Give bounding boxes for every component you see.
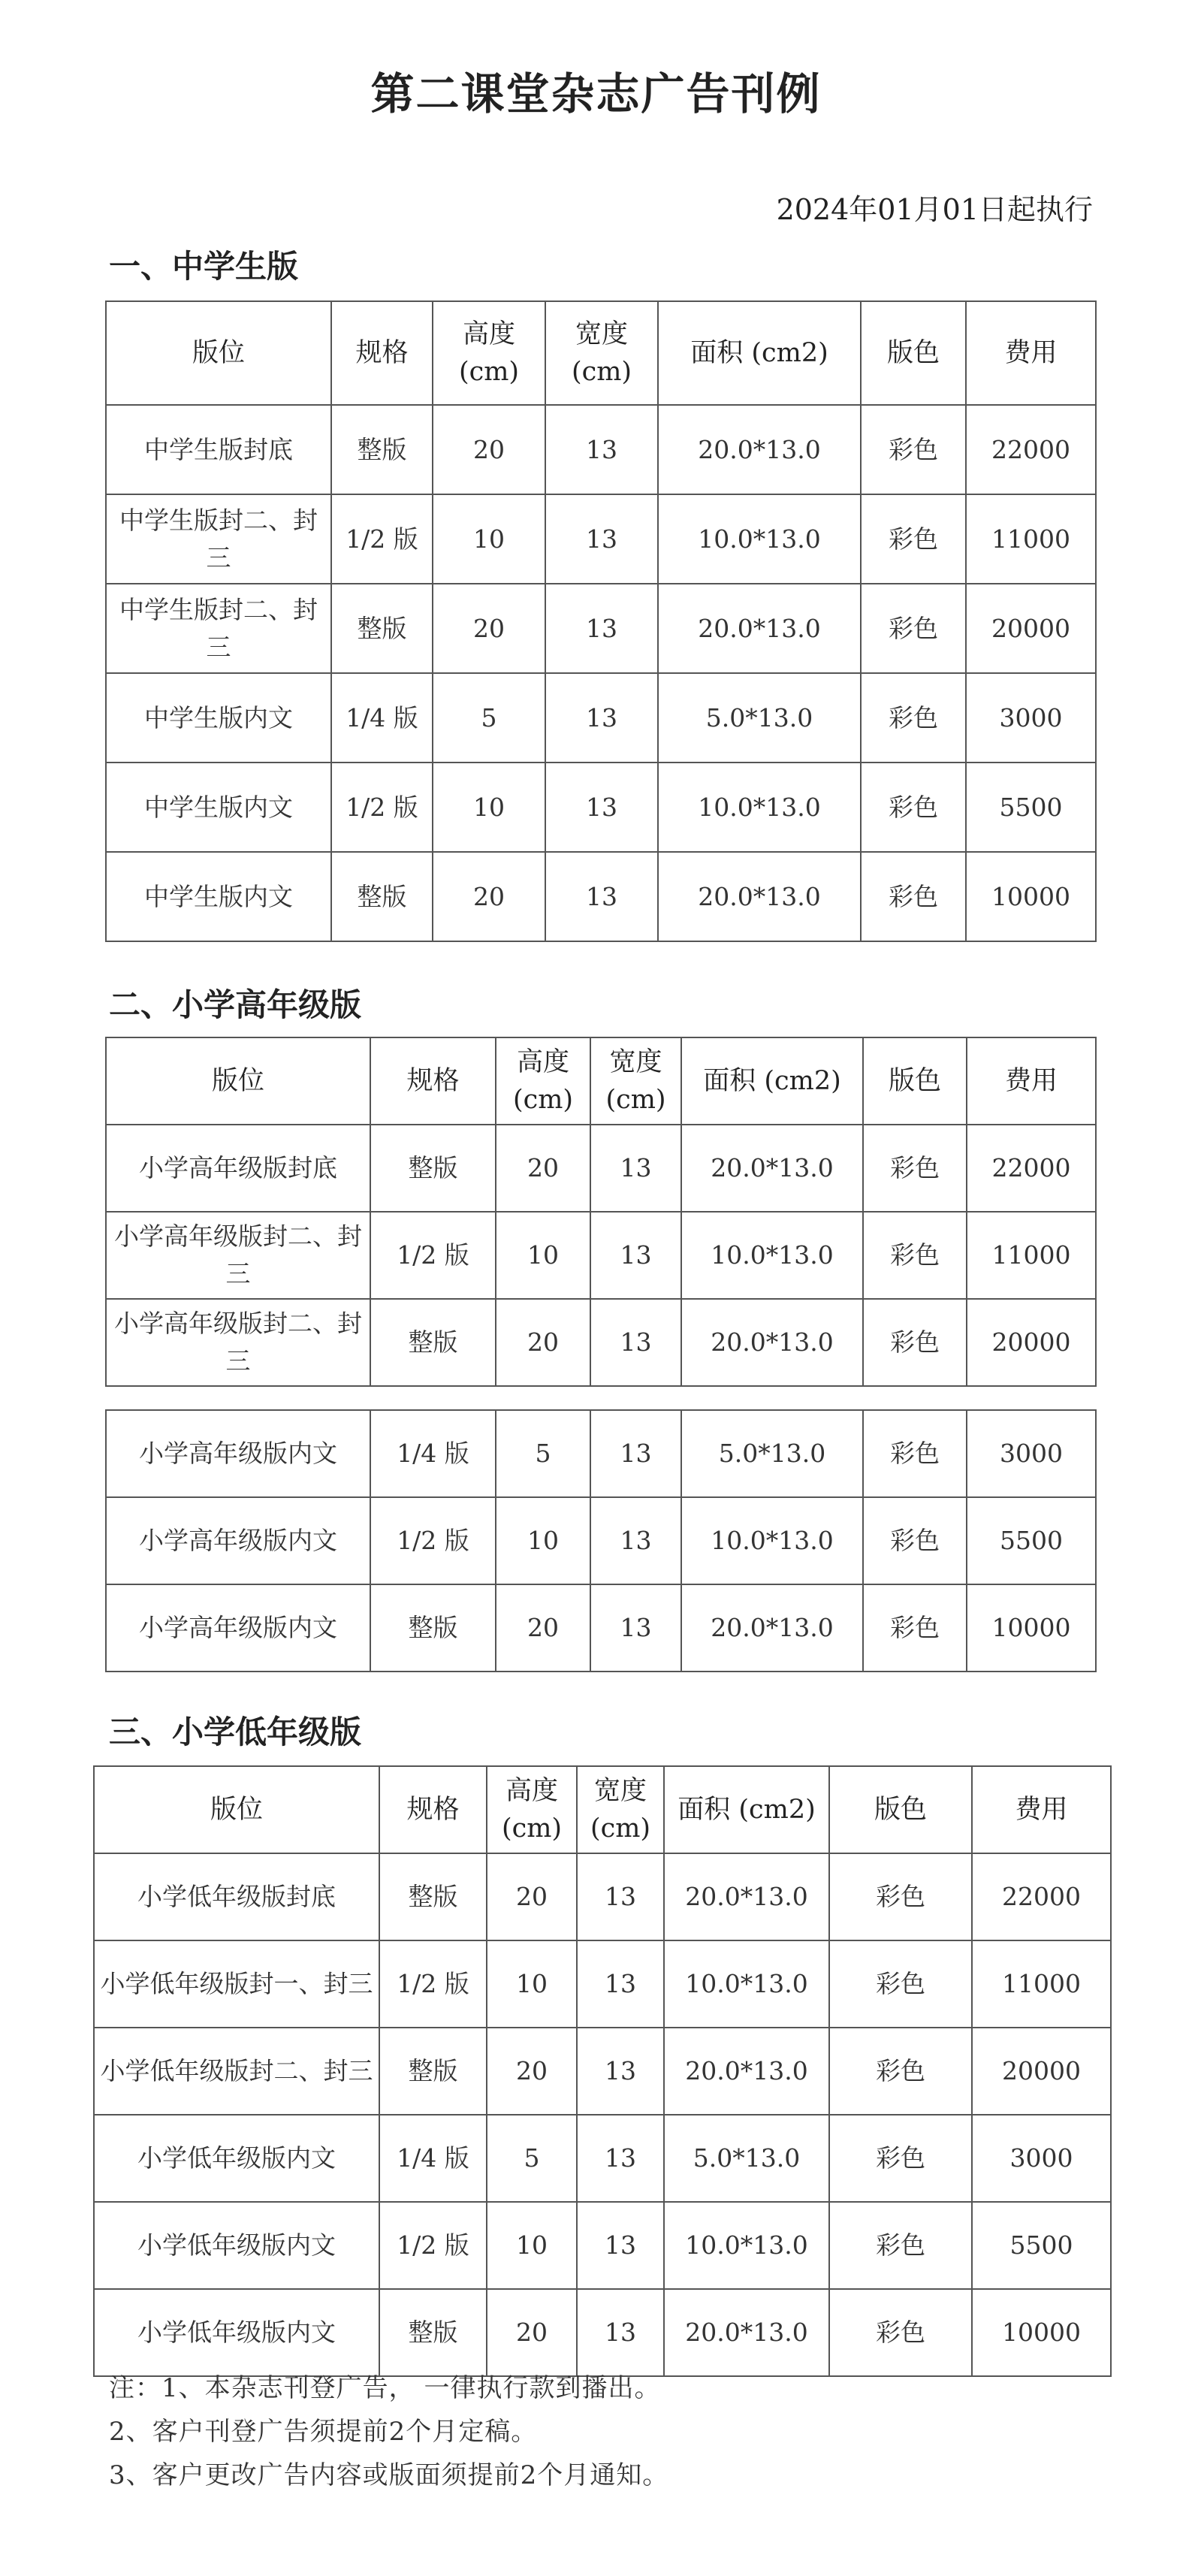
header-fee	[966, 301, 1096, 405]
cell-spec: 整版	[331, 405, 433, 494]
cell-fee: 22000	[966, 405, 1096, 494]
cell-width: 13	[577, 1940, 664, 2028]
header-position	[94, 1766, 379, 1853]
cell-spec: 1/2 版	[370, 1497, 496, 1584]
cell-area: 20.0*13.0	[658, 584, 861, 673]
header-width-text: 宽度	[575, 319, 628, 349]
table-row	[94, 2202, 1111, 2289]
cell-color: 彩色	[863, 1299, 967, 1386]
cell-width: 13	[545, 494, 658, 584]
cell-color: 彩色	[829, 2028, 972, 2115]
header-position	[106, 301, 331, 405]
cell-fee: 20000	[966, 584, 1096, 673]
table-row	[106, 1497, 1096, 1584]
cell-area: 10.0*13.0	[664, 2202, 829, 2289]
rate-table-middle-school	[105, 300, 1097, 942]
cell-position: 小学低年级版内文	[94, 2289, 379, 2376]
cell-height: 20	[433, 405, 545, 494]
header-width-text: (cm)	[605, 1085, 666, 1115]
table-row	[94, 1940, 1111, 2028]
cell-position: 小学高年级版内文	[106, 1497, 370, 1584]
cell-width: 13	[577, 2115, 664, 2202]
cell-color: 彩色	[863, 1410, 967, 1497]
cell-area: 10.0*13.0	[664, 1940, 829, 2028]
table-row	[106, 1410, 1096, 1497]
cell-width: 13	[590, 1410, 681, 1497]
header-area	[658, 301, 861, 405]
cell-height: 10	[496, 1497, 590, 1584]
cell-position: 中学生版封底	[106, 405, 331, 494]
page-title: 第二课堂杂志广告刊例	[370, 68, 822, 119]
cell-area: 20.0*13.0	[658, 405, 861, 494]
note-line: 3、客户更改广告内容或版面须提前2个月通知。	[109, 2460, 669, 2490]
header-height-text: 高度	[505, 1776, 558, 1806]
cell-height: 5	[433, 673, 545, 763]
header-height-text: (cm)	[458, 357, 520, 387]
header-color	[863, 1037, 967, 1125]
table-header-row	[106, 1037, 1096, 1125]
header-color-text: 版色	[886, 338, 940, 368]
effective-date: 2024年01月01日起执行	[776, 193, 1093, 226]
cell-width: 13	[545, 673, 658, 763]
cell-position: 小学高年级版封二、封三	[106, 1299, 370, 1386]
cell-width: 13	[577, 2289, 664, 2376]
header-fee-text: 费用	[1004, 1066, 1058, 1096]
cell-area: 20.0*13.0	[681, 1584, 863, 1672]
header-width	[545, 301, 658, 405]
cell-height: 20	[487, 2289, 577, 2376]
header-width	[577, 1766, 664, 1853]
header-height-text: (cm)	[512, 1085, 574, 1115]
cell-position: 小学低年级版封二、封三	[94, 2028, 379, 2115]
table-row	[106, 1125, 1096, 1212]
cell-position: 中学生版封二、封三	[106, 584, 331, 673]
rate-table-upper-primary	[105, 1037, 1097, 1387]
cell-spec: 整版	[370, 1584, 496, 1672]
header-width-text: (cm)	[571, 357, 632, 387]
cell-fee: 10000	[966, 852, 1096, 941]
cell-position: 小学高年级版封二、封三	[106, 1212, 370, 1299]
cell-color: 彩色	[829, 2115, 972, 2202]
header-width	[590, 1037, 681, 1125]
cell-spec: 1/4 版	[331, 673, 433, 763]
header-spec-text: 规格	[355, 338, 409, 368]
cell-area: 10.0*13.0	[681, 1497, 863, 1584]
cell-height: 20	[487, 2028, 577, 2115]
header-spec	[331, 301, 433, 405]
cell-width: 13	[545, 852, 658, 941]
cell-fee: 11000	[972, 1940, 1111, 2028]
cell-fee: 20000	[972, 2028, 1111, 2115]
cell-height: 20	[496, 1125, 590, 1212]
cell-area: 10.0*13.0	[681, 1212, 863, 1299]
cell-fee: 20000	[967, 1299, 1096, 1386]
cell-area: 20.0*13.0	[664, 2028, 829, 2115]
header-height-text: 高度	[462, 319, 515, 349]
cell-fee: 3000	[966, 673, 1096, 763]
cell-area: 10.0*13.0	[658, 763, 861, 852]
table-row	[106, 405, 1096, 494]
header-width-text: 宽度	[609, 1047, 662, 1077]
cell-color: 彩色	[863, 1497, 967, 1584]
cell-spec: 1/2 版	[331, 763, 433, 852]
cell-fee: 3000	[967, 1410, 1096, 1497]
cell-spec: 1/2 版	[379, 1940, 487, 2028]
cell-color: 彩色	[861, 673, 966, 763]
cell-spec: 整版	[379, 2028, 487, 2115]
cell-width: 13	[545, 763, 658, 852]
header-height-text: (cm)	[501, 1813, 563, 1844]
rate-table-lower-primary	[93, 1765, 1112, 2377]
cell-position: 小学低年级版内文	[94, 2115, 379, 2202]
header-fee-text: 费用	[1004, 338, 1058, 368]
cell-color: 彩色	[863, 1584, 967, 1672]
table-header-row	[106, 301, 1096, 405]
header-color	[829, 1766, 972, 1853]
cell-area: 10.0*13.0	[658, 494, 861, 584]
cell-fee: 22000	[972, 1853, 1111, 1940]
table-row	[106, 1212, 1096, 1299]
cell-position: 小学高年级版内文	[106, 1410, 370, 1497]
header-area	[664, 1766, 829, 1853]
table-header-row	[94, 1766, 1111, 1853]
table-row	[94, 2028, 1111, 2115]
cell-width: 13	[577, 2202, 664, 2289]
cell-color: 彩色	[861, 763, 966, 852]
cell-color: 彩色	[829, 2289, 972, 2376]
header-spec	[379, 1766, 487, 1853]
cell-width: 13	[590, 1497, 681, 1584]
notes	[109, 2366, 668, 2497]
cell-position: 小学高年级版内文	[106, 1584, 370, 1672]
table-row	[106, 1299, 1096, 1386]
header-color-text: 版色	[874, 1795, 927, 1825]
cell-area: 20.0*13.0	[658, 852, 861, 941]
cell-width: 13	[590, 1125, 681, 1212]
header-width-text: (cm)	[590, 1813, 651, 1844]
cell-area: 20.0*13.0	[681, 1125, 863, 1212]
cell-height: 20	[487, 1853, 577, 1940]
cell-spec: 整版	[331, 852, 433, 941]
header-width-text: 宽度	[593, 1776, 647, 1806]
rate-table-upper-primary-continued	[105, 1409, 1097, 1672]
table-row	[106, 852, 1096, 941]
cell-spec: 1/4 版	[370, 1410, 496, 1497]
cell-position: 中学生版内文	[106, 852, 331, 941]
cell-width: 13	[590, 1212, 681, 1299]
cell-width: 13	[590, 1584, 681, 1672]
cell-area: 5.0*13.0	[664, 2115, 829, 2202]
cell-width: 13	[577, 1853, 664, 1940]
cell-fee: 22000	[967, 1125, 1096, 1212]
section-title-middle-school: 一、中学生版	[109, 248, 299, 285]
table-row	[106, 763, 1096, 852]
cell-height: 10	[487, 2202, 577, 2289]
cell-height: 10	[433, 494, 545, 584]
cell-fee: 3000	[972, 2115, 1111, 2202]
cell-area: 5.0*13.0	[681, 1410, 863, 1497]
table-row	[94, 2289, 1111, 2376]
cell-height: 10	[433, 763, 545, 852]
header-spec-text: 规格	[406, 1795, 460, 1825]
header-height-text: 高度	[516, 1047, 569, 1077]
header-area	[681, 1037, 863, 1125]
cell-fee: 11000	[966, 494, 1096, 584]
cell-position: 小学低年级版内文	[94, 2202, 379, 2289]
table-row	[94, 2115, 1111, 2202]
cell-spec: 1/2 版	[379, 2202, 487, 2289]
cell-width: 13	[545, 584, 658, 673]
cell-height: 10	[496, 1212, 590, 1299]
header-area-text: 面积 (cm2)	[690, 338, 828, 368]
header-color-text: 版色	[888, 1066, 941, 1096]
header-area-text: 面积 (cm2)	[677, 1795, 816, 1825]
header-height	[487, 1766, 577, 1853]
cell-fee: 5500	[966, 763, 1096, 852]
header-fee-text: 费用	[1015, 1795, 1068, 1825]
header-fee	[972, 1766, 1111, 1853]
cell-color: 彩色	[863, 1125, 967, 1212]
cell-color: 彩色	[861, 405, 966, 494]
cell-position: 小学低年级版封底	[94, 1853, 379, 1940]
section-title-upper-primary: 二、小学高年级版	[109, 986, 362, 1023]
header-spec-text: 规格	[406, 1066, 460, 1096]
cell-height: 10	[487, 1940, 577, 2028]
cell-color: 彩色	[829, 2202, 972, 2289]
cell-spec: 整版	[370, 1125, 496, 1212]
cell-position: 中学生版内文	[106, 673, 331, 763]
cell-color: 彩色	[829, 1940, 972, 2028]
table-row	[94, 1853, 1111, 1940]
header-height	[433, 301, 545, 405]
cell-fee: 5500	[972, 2202, 1111, 2289]
cell-spec: 整版	[379, 1853, 487, 1940]
cell-color: 彩色	[861, 584, 966, 673]
header-position	[106, 1037, 370, 1125]
section-title-lower-primary: 三、小学低年级版	[109, 1714, 362, 1750]
header-color	[861, 301, 966, 405]
cell-spec: 1/2 版	[331, 494, 433, 584]
header-fee	[967, 1037, 1096, 1125]
cell-position: 小学低年级版封一、封三	[94, 1940, 379, 2028]
cell-width: 13	[590, 1299, 681, 1386]
cell-spec: 整版	[331, 584, 433, 673]
cell-color: 彩色	[863, 1212, 967, 1299]
cell-fee: 10000	[967, 1584, 1096, 1672]
header-height	[496, 1037, 590, 1125]
cell-position: 中学生版封二、封三	[106, 494, 331, 584]
cell-area: 20.0*13.0	[664, 1853, 829, 1940]
cell-spec: 整版	[370, 1299, 496, 1386]
header-area-text: 面积 (cm2)	[703, 1066, 841, 1096]
cell-fee: 11000	[967, 1212, 1096, 1299]
cell-height: 5	[496, 1410, 590, 1497]
cell-position: 中学生版内文	[106, 763, 331, 852]
cell-fee: 10000	[972, 2289, 1111, 2376]
cell-color: 彩色	[861, 494, 966, 584]
note-line: 注：1、本杂志刊登广告， 一律执行款到播出。	[109, 2373, 661, 2403]
cell-area: 20.0*13.0	[664, 2289, 829, 2376]
cell-color: 彩色	[829, 1853, 972, 1940]
header-position-text: 版位	[192, 338, 245, 368]
cell-height: 20	[433, 584, 545, 673]
cell-color: 彩色	[861, 852, 966, 941]
table-row	[106, 584, 1096, 673]
cell-height: 20	[496, 1299, 590, 1386]
cell-spec: 1/4 版	[379, 2115, 487, 2202]
cell-spec: 1/2 版	[370, 1212, 496, 1299]
table-row	[106, 494, 1096, 584]
header-position-text: 版位	[210, 1795, 263, 1825]
note-line: 2、客户刊登广告须提前2个月定稿。	[109, 2417, 538, 2447]
cell-fee: 5500	[967, 1497, 1096, 1584]
cell-width: 13	[545, 405, 658, 494]
cell-height: 20	[433, 852, 545, 941]
cell-spec: 整版	[379, 2289, 487, 2376]
cell-area: 5.0*13.0	[658, 673, 861, 763]
cell-position: 小学高年级版封底	[106, 1125, 370, 1212]
cell-height: 20	[496, 1584, 590, 1672]
cell-area: 20.0*13.0	[681, 1299, 863, 1386]
cell-width: 13	[577, 2028, 664, 2115]
table-row	[106, 1584, 1096, 1672]
cell-height: 5	[487, 2115, 577, 2202]
header-spec	[370, 1037, 496, 1125]
header-position-text: 版位	[211, 1066, 264, 1096]
table-row	[106, 673, 1096, 763]
